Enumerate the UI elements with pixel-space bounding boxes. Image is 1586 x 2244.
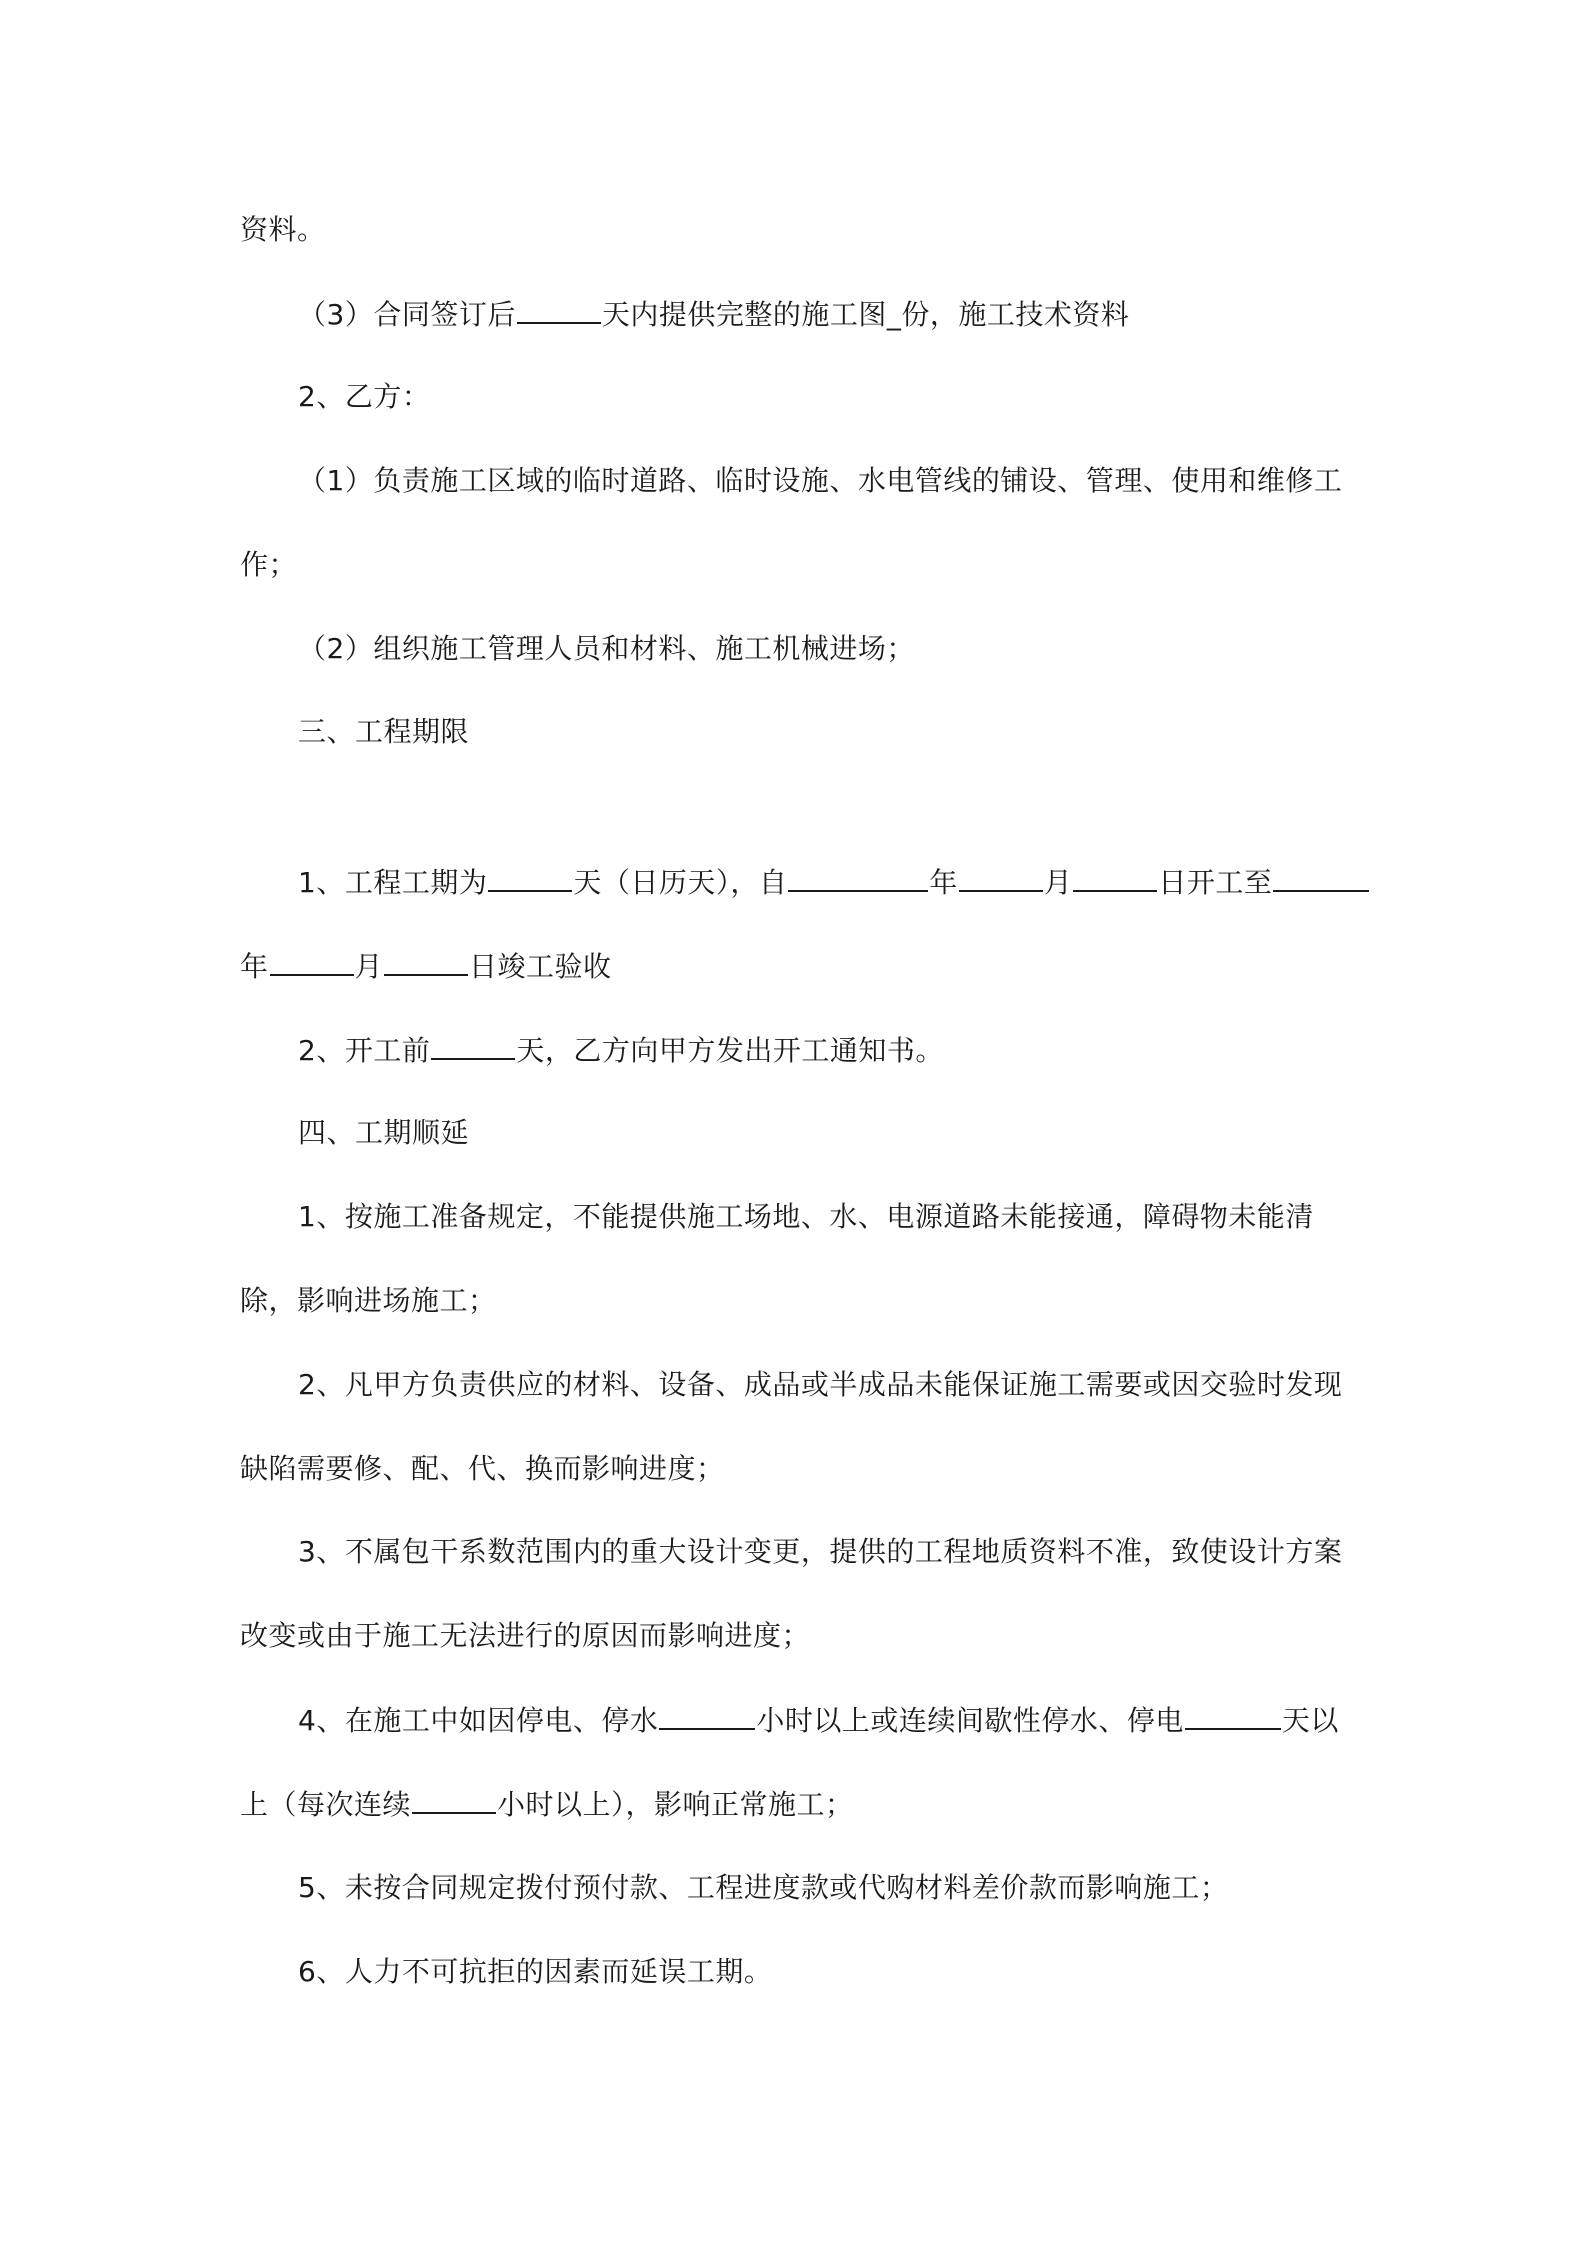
- fill-in-blank: [1273, 862, 1369, 892]
- fill-in-blank: [488, 862, 572, 892]
- text-segment: 日竣工验收: [469, 950, 612, 983]
- text-line: [240, 210, 326, 250]
- text-line: [240, 1616, 810, 1656]
- section-heading: [298, 1113, 469, 1153]
- text-segment: 月: [1043, 866, 1073, 899]
- text-segment: 年: [929, 866, 958, 899]
- text-line: [298, 1700, 1339, 1740]
- text-line: [240, 545, 297, 585]
- text-segment: 作；: [240, 548, 298, 581]
- fill-in-blank: [384, 946, 468, 976]
- text-segment: 1、按施工准备规定，不能提供施工场地、水、电源道路未能接通，障碍物未能清: [298, 1200, 1314, 1233]
- text-line: [298, 862, 1370, 902]
- text-segment: 天内提供完整的施工图_份，施工技术资料: [601, 298, 1130, 331]
- fill-in-blank: [959, 862, 1043, 892]
- text-line: [298, 294, 1129, 334]
- text-segment: 3、不属包干系数范围内的重大设计变更，提供的工程地质资料不准，致使设计方案: [298, 1535, 1343, 1568]
- text-segment: 2、开工前: [298, 1034, 431, 1067]
- text-segment: 资料。: [240, 213, 326, 246]
- text-segment: 天（日历天），自: [573, 866, 788, 899]
- text-segment: 小时以上），影响正常施工；: [497, 1788, 854, 1821]
- text-line: [240, 1281, 497, 1321]
- text-line: [240, 946, 612, 986]
- text-line: [298, 1197, 1314, 1237]
- text-segment: 缺陷需要修、配、代、换而影响进度；: [240, 1452, 725, 1485]
- fill-in-blank: [431, 1030, 515, 1060]
- text-segment: 5、未按合同规定拨付预付款、工程进度款或代购材料差价款而影响施工；: [298, 1871, 1229, 1904]
- text-line: [298, 377, 430, 417]
- text-segment: 上（每次连续: [240, 1788, 412, 1821]
- text-segment: 小时以上或连续间歇性停水、停电: [756, 1704, 1184, 1737]
- text-line: [298, 1532, 1342, 1572]
- text-segment: 6、人力不可抗拒的因素而延误工期。: [298, 1955, 773, 1988]
- text-line: [298, 1952, 772, 1992]
- text-segment: 2、乙方：: [298, 380, 431, 413]
- text-segment: 除，影响进场施工；: [240, 1284, 497, 1317]
- text-segment: 天，乙方向甲方发出开工通知书。: [516, 1034, 944, 1067]
- text-line: [298, 1030, 944, 1070]
- text-segment: （2）组织施工管理人员和材料、施工机械进场；: [298, 632, 915, 665]
- fill-in-blank: [1073, 862, 1157, 892]
- text-segment: 4、在施工中如因停电、停水: [298, 1704, 659, 1737]
- text-segment: （1）负责施工区域的临时道路、临时设施、水电管线的铺设、管理、使用和维修工: [298, 464, 1343, 497]
- text-line: [298, 1365, 1342, 1405]
- text-segment: 三、工程期限: [298, 715, 470, 748]
- text-line: [240, 1784, 854, 1824]
- text-segment: 月: [354, 950, 384, 983]
- fill-in-blank: [270, 946, 354, 976]
- text-segment: 1、工程工期为: [298, 866, 488, 899]
- fill-in-blank: [788, 862, 928, 892]
- fill-in-blank: [412, 1784, 496, 1814]
- text-segment: （3）合同签订后: [298, 298, 516, 331]
- text-segment: 改变或由于施工无法进行的原因而影响进度；: [240, 1619, 811, 1652]
- fill-in-blank: [1185, 1700, 1281, 1730]
- fill-in-blank: [517, 294, 601, 324]
- text-line: [298, 461, 1342, 501]
- text-line: [298, 1868, 1228, 1908]
- text-segment: 四、工期顺延: [298, 1116, 470, 1149]
- text-segment: 年: [240, 950, 269, 983]
- text-line: [298, 629, 915, 669]
- section-heading: [298, 712, 469, 752]
- fill-in-blank: [659, 1700, 755, 1730]
- text-line: [240, 1449, 725, 1489]
- text-segment: 日开工至: [1158, 866, 1273, 899]
- text-segment: 2、凡甲方负责供应的材料、设备、成品或半成品未能保证施工需要或因交验时发现: [298, 1368, 1343, 1401]
- text-segment: 天以: [1281, 1704, 1339, 1737]
